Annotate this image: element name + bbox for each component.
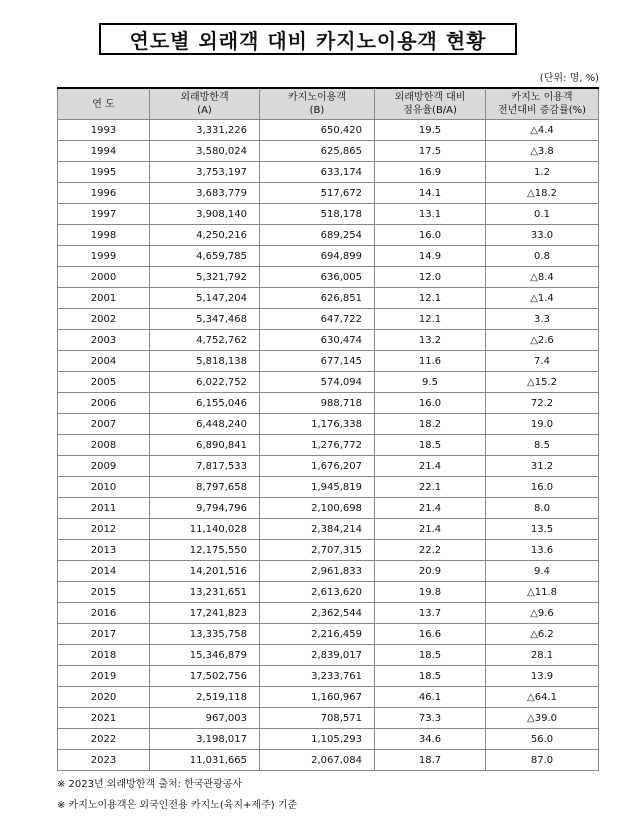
table-row	[58, 582, 599, 603]
cell-casino-users: 2,067,084	[260, 750, 375, 771]
table-row	[58, 645, 599, 666]
cell-share: 12.0	[375, 267, 486, 288]
cell-casino-users: 650,420	[260, 120, 375, 141]
cell-casino-users: 2,362,544	[260, 603, 375, 624]
cell-year: 2015	[58, 582, 150, 603]
cell-foreign-visitors: 3,198,017	[150, 729, 260, 750]
cell-share: 21.4	[375, 456, 486, 477]
table-row	[58, 225, 599, 246]
footnote-source: ※ 2023년 외래방한객 출처: 한국관광공사	[57, 779, 243, 790]
table-row	[58, 372, 599, 393]
table-row	[58, 414, 599, 435]
cell-foreign-visitors: 17,502,756	[150, 666, 260, 687]
cell-casino-users: 2,384,214	[260, 519, 375, 540]
cell-year: 2017	[58, 624, 150, 645]
cell-casino-users: 636,005	[260, 267, 375, 288]
cell-foreign-visitors: 13,231,651	[150, 582, 260, 603]
cell-growth: 13.5	[486, 519, 599, 540]
header-share-line2: 점유율(B/A)	[403, 105, 457, 116]
cell-share: 18.5	[375, 435, 486, 456]
cell-share: 19.8	[375, 582, 486, 603]
cell-year: 2012	[58, 519, 150, 540]
cell-foreign-visitors: 3,331,226	[150, 120, 260, 141]
cell-share: 14.1	[375, 183, 486, 204]
table-row	[58, 687, 599, 708]
cell-foreign-visitors: 12,175,550	[150, 540, 260, 561]
cell-growth: 13.9	[486, 666, 599, 687]
cell-foreign-visitors: 3,683,779	[150, 183, 260, 204]
cell-growth: 72.2	[486, 393, 599, 414]
table-row	[58, 498, 599, 519]
cell-share: 73.3	[375, 708, 486, 729]
cell-growth: △39.0	[486, 708, 599, 729]
cell-casino-users: 518,178	[260, 204, 375, 225]
cell-casino-users: 1,276,772	[260, 435, 375, 456]
header-share	[375, 88, 486, 120]
cell-year: 2004	[58, 351, 150, 372]
cell-year: 1994	[58, 141, 150, 162]
cell-share: 16.6	[375, 624, 486, 645]
cell-casino-users: 988,718	[260, 393, 375, 414]
cell-casino-users: 647,722	[260, 309, 375, 330]
unit-note: (단위: 명, %)	[539, 73, 599, 84]
cell-share: 16.9	[375, 162, 486, 183]
table-row	[58, 666, 599, 687]
cell-growth: △8.4	[486, 267, 599, 288]
cell-share: 13.2	[375, 330, 486, 351]
cell-casino-users: 625,865	[260, 141, 375, 162]
cell-year: 1997	[58, 204, 150, 225]
cell-growth: △3.8	[486, 141, 599, 162]
table-row	[58, 351, 599, 372]
table-row	[58, 729, 599, 750]
cell-casino-users: 689,254	[260, 225, 375, 246]
table-header-row	[58, 88, 599, 120]
cell-year: 2022	[58, 729, 150, 750]
cell-year: 1995	[58, 162, 150, 183]
cell-growth: △4.4	[486, 120, 599, 141]
cell-growth: 8.5	[486, 435, 599, 456]
header-growth-line1: 카지노 이용객	[511, 92, 573, 103]
cell-year: 1999	[58, 246, 150, 267]
header-year: 연 도	[58, 88, 150, 120]
cell-casino-users: 1,945,819	[260, 477, 375, 498]
cell-casino-users: 1,176,338	[260, 414, 375, 435]
cell-foreign-visitors: 3,580,024	[150, 141, 260, 162]
cell-casino-users: 2,613,620	[260, 582, 375, 603]
cell-growth: 56.0	[486, 729, 599, 750]
cell-casino-users: 694,899	[260, 246, 375, 267]
cell-year: 2008	[58, 435, 150, 456]
cell-share: 21.4	[375, 498, 486, 519]
cell-share: 46.1	[375, 687, 486, 708]
cell-year: 2001	[58, 288, 150, 309]
cell-foreign-visitors: 14,201,516	[150, 561, 260, 582]
header-share-line1: 외래방한객 대비	[394, 92, 466, 103]
cell-foreign-visitors: 6,890,841	[150, 435, 260, 456]
cell-growth: 19.0	[486, 414, 599, 435]
cell-growth: 0.8	[486, 246, 599, 267]
table-row	[58, 561, 599, 582]
header-foreign-visitors-line1: 외래방한객	[180, 92, 229, 103]
cell-year: 2013	[58, 540, 150, 561]
table-row	[58, 603, 599, 624]
table-row	[58, 750, 599, 771]
table-row	[58, 330, 599, 351]
cell-growth: △15.2	[486, 372, 599, 393]
cell-year: 2007	[58, 414, 150, 435]
cell-casino-users: 1,160,967	[260, 687, 375, 708]
table-row	[58, 540, 599, 561]
footnotes	[57, 774, 297, 816]
cell-share: 12.1	[375, 309, 486, 330]
cell-casino-users: 630,474	[260, 330, 375, 351]
cell-foreign-visitors: 8,797,658	[150, 477, 260, 498]
cell-foreign-visitors: 7,817,533	[150, 456, 260, 477]
cell-growth: 7.4	[486, 351, 599, 372]
cell-share: 14.9	[375, 246, 486, 267]
cell-casino-users: 2,961,833	[260, 561, 375, 582]
cell-growth: 87.0	[486, 750, 599, 771]
cell-year: 2005	[58, 372, 150, 393]
cell-foreign-visitors: 13,335,758	[150, 624, 260, 645]
table-row	[58, 120, 599, 141]
cell-year: 2019	[58, 666, 150, 687]
cell-share: 19.5	[375, 120, 486, 141]
cell-year: 2006	[58, 393, 150, 414]
cell-foreign-visitors: 4,659,785	[150, 246, 260, 267]
cell-foreign-visitors: 967,003	[150, 708, 260, 729]
cell-foreign-visitors: 4,250,216	[150, 225, 260, 246]
cell-year: 1996	[58, 183, 150, 204]
cell-growth: △2.6	[486, 330, 599, 351]
cell-year: 2014	[58, 561, 150, 582]
cell-casino-users: 1,105,293	[260, 729, 375, 750]
cell-casino-users: 1,676,207	[260, 456, 375, 477]
cell-share: 13.1	[375, 204, 486, 225]
cell-growth: 31.2	[486, 456, 599, 477]
table-row	[58, 393, 599, 414]
cell-foreign-visitors: 17,241,823	[150, 603, 260, 624]
casino-visitors-table	[57, 87, 599, 771]
table-row	[58, 624, 599, 645]
header-casino-users-line2: (B)	[309, 105, 325, 116]
cell-year: 2020	[58, 687, 150, 708]
cell-foreign-visitors: 2,519,118	[150, 687, 260, 708]
cell-year: 2000	[58, 267, 150, 288]
table-row	[58, 141, 599, 162]
cell-growth: △6.2	[486, 624, 599, 645]
cell-casino-users: 3,233,761	[260, 666, 375, 687]
cell-growth: △11.8	[486, 582, 599, 603]
cell-growth: 28.1	[486, 645, 599, 666]
cell-casino-users: 677,145	[260, 351, 375, 372]
cell-year: 2003	[58, 330, 150, 351]
table-row	[58, 288, 599, 309]
cell-share: 11.6	[375, 351, 486, 372]
cell-foreign-visitors: 15,346,879	[150, 645, 260, 666]
cell-casino-users: 633,174	[260, 162, 375, 183]
cell-foreign-visitors: 9,794,796	[150, 498, 260, 519]
header-growth-line2: 전년대비 증감률(%)	[497, 105, 587, 116]
cell-foreign-visitors: 11,031,665	[150, 750, 260, 771]
cell-share: 22.1	[375, 477, 486, 498]
cell-share: 21.4	[375, 519, 486, 540]
table-row	[58, 246, 599, 267]
cell-casino-users: 708,571	[260, 708, 375, 729]
cell-share: 20.9	[375, 561, 486, 582]
cell-share: 16.0	[375, 393, 486, 414]
cell-foreign-visitors: 6,022,752	[150, 372, 260, 393]
cell-foreign-visitors: 5,347,468	[150, 309, 260, 330]
table-row	[58, 708, 599, 729]
cell-growth: 33.0	[486, 225, 599, 246]
cell-foreign-visitors: 5,321,792	[150, 267, 260, 288]
cell-share: 22.2	[375, 540, 486, 561]
cell-casino-users: 2,216,459	[260, 624, 375, 645]
cell-growth: 0.1	[486, 204, 599, 225]
cell-growth: 8.0	[486, 498, 599, 519]
cell-growth: 16.0	[486, 477, 599, 498]
cell-share: 34.6	[375, 729, 486, 750]
footnote-basis: ※ 카지노이용객은 외국인전용 카지노(육지+제주) 기준	[57, 800, 298, 811]
table-row	[58, 477, 599, 498]
cell-growth: 3.3	[486, 309, 599, 330]
cell-share: 18.2	[375, 414, 486, 435]
cell-year: 1993	[58, 120, 150, 141]
header-foreign-visitors-line2: (A)	[197, 105, 212, 116]
cell-share: 18.5	[375, 666, 486, 687]
cell-casino-users: 2,707,315	[260, 540, 375, 561]
cell-casino-users: 2,100,698	[260, 498, 375, 519]
cell-casino-users: 2,839,017	[260, 645, 375, 666]
header-foreign-visitors	[150, 88, 260, 120]
table-row	[58, 183, 599, 204]
table-row	[58, 456, 599, 477]
cell-foreign-visitors: 3,753,197	[150, 162, 260, 183]
cell-year: 1998	[58, 225, 150, 246]
cell-foreign-visitors: 11,140,028	[150, 519, 260, 540]
table-row	[58, 309, 599, 330]
header-casino-users-line1: 카지노이용객	[288, 92, 346, 103]
cell-year: 2010	[58, 477, 150, 498]
cell-share: 18.7	[375, 750, 486, 771]
table-row	[58, 204, 599, 225]
cell-share: 16.0	[375, 225, 486, 246]
cell-growth: 9.4	[486, 561, 599, 582]
cell-year: 2002	[58, 309, 150, 330]
cell-share: 18.5	[375, 645, 486, 666]
cell-year: 2009	[58, 456, 150, 477]
page-title: 연도별 외래객 대비 카지노이용객 현황	[99, 23, 517, 55]
cell-growth: 1.2	[486, 162, 599, 183]
table-row	[58, 267, 599, 288]
cell-growth: △64.1	[486, 687, 599, 708]
cell-foreign-visitors: 3,908,140	[150, 204, 260, 225]
cell-foreign-visitors: 5,818,138	[150, 351, 260, 372]
cell-year: 2011	[58, 498, 150, 519]
cell-growth: △18.2	[486, 183, 599, 204]
cell-year: 2018	[58, 645, 150, 666]
cell-foreign-visitors: 5,147,204	[150, 288, 260, 309]
cell-casino-users: 517,672	[260, 183, 375, 204]
table-row	[58, 162, 599, 183]
cell-year: 2021	[58, 708, 150, 729]
cell-share: 9.5	[375, 372, 486, 393]
header-growth	[486, 88, 599, 120]
table-row	[58, 435, 599, 456]
cell-growth: 13.6	[486, 540, 599, 561]
cell-casino-users: 574,094	[260, 372, 375, 393]
table-body	[58, 120, 599, 771]
cell-foreign-visitors: 4,752,762	[150, 330, 260, 351]
cell-growth: △1.4	[486, 288, 599, 309]
cell-foreign-visitors: 6,448,240	[150, 414, 260, 435]
cell-year: 2023	[58, 750, 150, 771]
table-row	[58, 519, 599, 540]
header-casino-users	[260, 88, 375, 120]
cell-casino-users: 626,851	[260, 288, 375, 309]
cell-share: 13.7	[375, 603, 486, 624]
cell-year: 2016	[58, 603, 150, 624]
cell-foreign-visitors: 6,155,046	[150, 393, 260, 414]
cell-share: 17.5	[375, 141, 486, 162]
cell-growth: △9.6	[486, 603, 599, 624]
cell-share: 12.1	[375, 288, 486, 309]
